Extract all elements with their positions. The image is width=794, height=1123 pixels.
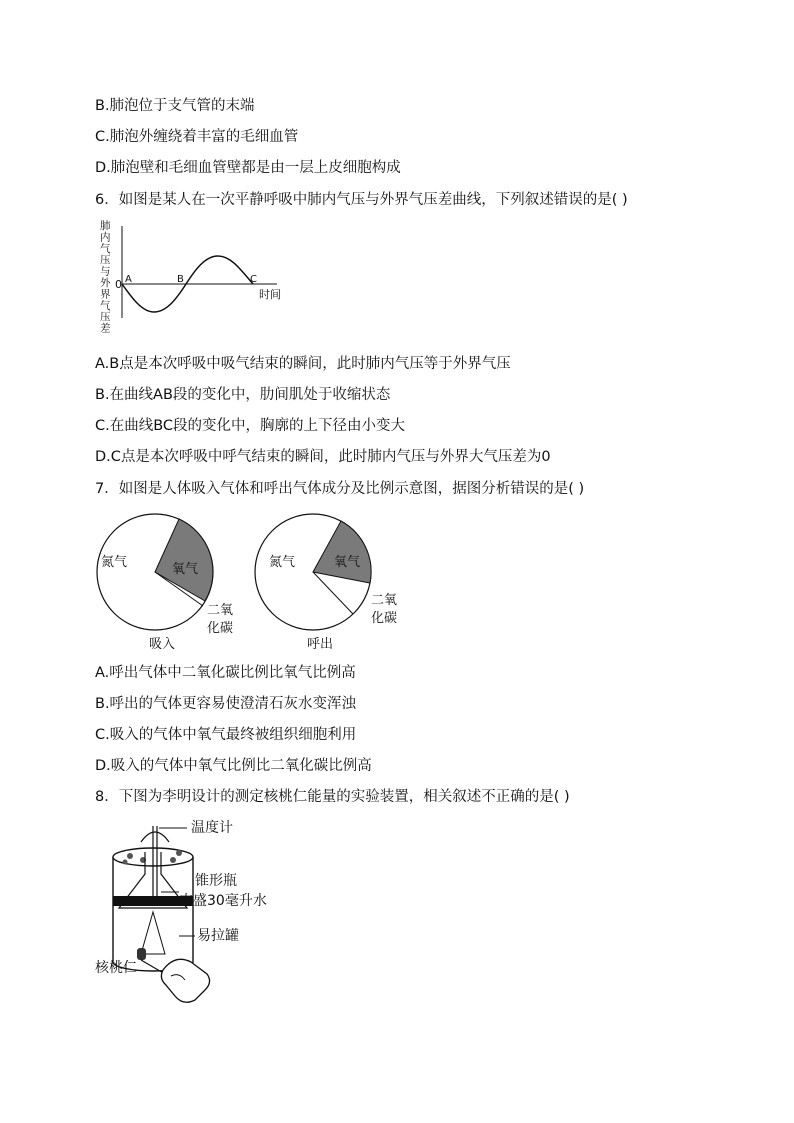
walnut-label: 核桃仁 <box>95 960 137 976</box>
q6-origin-label: 0 <box>115 278 122 291</box>
flask-water-label: 内盛30毫升水 <box>179 893 267 909</box>
can-hole <box>127 853 133 859</box>
exhale-co2-label-2: 化碳 <box>371 611 398 626</box>
q8-stem: 8．下图为李明设计的测定核桃仁能量的实验装置，相关叙述不正确的是( ) <box>95 789 570 805</box>
q8-walnut-energy-apparatus <box>95 812 295 1007</box>
q6-ylabel-char: 外 <box>100 277 111 289</box>
can-hole <box>170 857 176 863</box>
inhale-caption: 吸入 <box>149 637 176 652</box>
inhale-co2-label-2: 化碳 <box>207 621 234 636</box>
inhale-nitrogen-label: 氮气 <box>101 555 128 570</box>
q5-option-d: D.肺泡壁和毛细血管壁都是由一层上皮细胞构成 <box>95 160 401 176</box>
q5-option-c: C.肺泡外缠绕着丰富的毛细血管 <box>95 129 299 145</box>
q7-option-d: D.吸入的气体中氧气比例比二氧化碳比例高 <box>95 758 372 774</box>
q6-option-d: D.C点是本次呼吸中呼气结束的瞬间，此时肺内气压与外界大气压差为0 <box>95 449 551 465</box>
q6-stem: 6．如图是某人在一次平静呼吸中肺内气压与外界气压差曲线，下列叙述错误的是( ) <box>95 192 628 208</box>
q6-ylabel-char: 压 <box>100 311 111 324</box>
hand <box>161 959 209 1002</box>
walnut <box>137 948 146 960</box>
q6-ylabel-char: 气 <box>100 242 111 255</box>
q6-option-a: A.B点是本次呼吸中吸气结束的瞬间，此时肺内气压等于外界气压 <box>95 356 511 372</box>
q6-point-c: C <box>250 274 257 285</box>
flask-label: 锥形瓶 <box>195 873 237 889</box>
q5-option-b: B.肺泡位于支气管的末端 <box>95 98 255 114</box>
exhale-co2-label-1: 二氧 <box>371 593 398 608</box>
q7-option-a: A.呼出气体中二氧化碳比例比氧气比例高 <box>95 665 356 681</box>
q6-ylabel-char: 气 <box>100 299 111 312</box>
q7-option-c: C.吸入的气体中氧气最终被组织细胞利用 <box>95 727 357 743</box>
exhale-caption: 呼出 <box>307 637 334 652</box>
can-hole <box>176 850 182 856</box>
q6-ylabel-char: 压 <box>100 254 111 267</box>
q6-ylabel-char: 与 <box>100 265 111 278</box>
q7-option-b: B.呼出的气体更容易使澄清石灰水变浑浊 <box>95 696 357 712</box>
q6-ylabel-char: 肺 <box>100 220 111 232</box>
q6-pressure-curve-figure <box>97 218 297 343</box>
q6-ylabel-char: 内 <box>100 231 111 244</box>
q6-point-b: B <box>177 274 184 285</box>
q6-ylabel-char: 差 <box>100 322 111 335</box>
inhale-co2-label-1: 二氧 <box>207 603 234 618</box>
q7-gas-composition-figure <box>95 510 415 655</box>
exhale-nitrogen-label: 氮气 <box>269 555 296 570</box>
thermometer-clip <box>141 832 169 842</box>
q6-ylabel <box>100 219 111 335</box>
q6-xlabel: 时间 <box>259 288 281 301</box>
q6-ylabel-char: 界 <box>100 288 111 301</box>
exhale-oxygen-label: 氧气 <box>334 555 361 570</box>
can-label: 易拉罐 <box>197 928 239 944</box>
q6-option-b: B.在曲线AB段的变化中，肋间肌处于收缩状态 <box>95 387 391 403</box>
thermometer-label: 温度计 <box>191 820 233 836</box>
q6-point-a: A <box>125 274 132 285</box>
q7-stem: 7．如图是人体吸入气体和呼出气体成分及比例示意图，据图分析错误的是( ) <box>95 481 585 497</box>
inhale-oxygen-label: 氧气 <box>172 562 199 577</box>
can-hole <box>123 860 128 865</box>
q6-option-c: C.在曲线BC段的变化中，胸廓的上下径由小变大 <box>95 418 406 434</box>
